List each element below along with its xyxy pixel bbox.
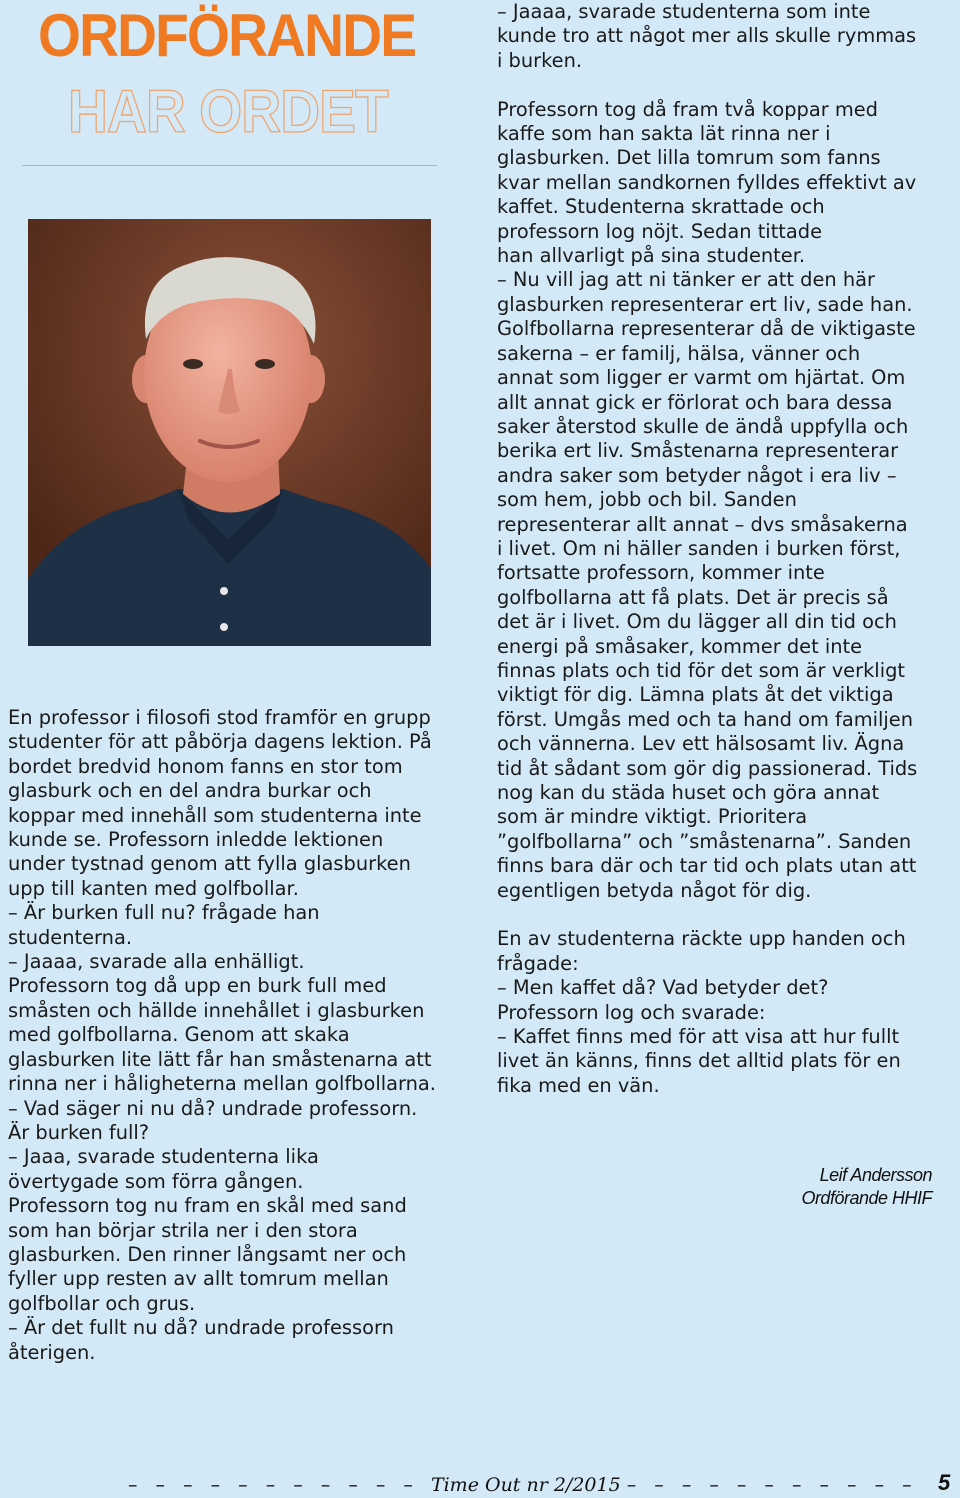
signature — [801, 1164, 932, 1210]
article-column-left: En professor i filosofi stod framför en grupp studenter för att påbörja dagens lektion. På bordet bredvid honom fanns en stor tom glasburk och en del andra burkar och koppar med innehåll som studenterna inte kunde se. Professorn inledde lektionen under tystnad genom att fylla glasburken upp till kanten med golfbollar. – Är burken full nu? frågade han studenterna. – Jaaaa, svarade alla enhälligt. Professorn tog då upp en burk full med småsten och hällde innehållet i glasburken med golfbollarna. Genom att skaka glasburken lite lätt får han småstenarna att rinna ner i håligheterna mellan golfbollarna. – Vad säger ni nu då? undrade professorn. Är burken full? – Jaaa, svarade studenterna lika övertygade som förra gången. Professorn tog nu fram en skål med sand som han börjar strila ner i den stora glasburken. Den rinner långsamt ner och fyller upp resten av allt tomrum mellan golfbollar och grus. – Är det fullt nu då? undrade professorn återigen. — [8, 706, 436, 1364]
page-number: 5 — [938, 1470, 951, 1495]
article-column-right: – Jaaaa, svarade studenterna som inte kunde tro att något mer alls skulle rymmas i burken. Professorn tog då fram två koppar med kaffe som han sakta lät rinna ner i glasburken. Det lilla tomrum som fanns kvar mellan sandkornen fylldes effektivt av kaffet. Studenterna skrattade och professorn log nöjt. Sedan tittade han allvarligt på sina studenter. – Nu vill jag att ni tänker er att den här glasburken representerar ert liv, sade han. Golfbollarna representerar då de viktigaste sakerna – er familj, hälsa, vänner och annat som ligger er varmt om hjärtat. Om allt annat gick er förlorat och bara dessa saker återstod skulle de ändå uppfylla och berika ert liv. Småstenarna representerar andra saker som betyder något i era liv – som hem, jobb och bil. Sanden representerar allt annat – dvs småsakerna i livet. Om ni häller sanden i burken först, fortsatte professorn, kommer inte golfbollarna att få plats. Det är precis så det är i livet. Om du lägger all din tid och energi på småsaker, kommer det inte finnas plats och tid för det som är verkligt viktigt för dig. Lämna plats åt det viktiga först. Umgås med och ta hand om familjen och vännerna. Lev ett hälsosamt liv. Ägna tid åt sådant som gör dig passionerad. Tids nog kan du städa huset och göra annat som är mindre viktigt. Prioritera ”golfbollarna” och ”småstenarna”. Sanden finns bara där och tar tid och plats utan att egentligen betyda något för dig. En av studenterna räckte upp handen och frågade: – Men kaffet då? Vad betyder det? Professorn log och svarade: – Kaffet finns med för att visa att hur fullt livet än känns, finns det alltid plats för en fika med en vän. — [497, 0, 918, 1097]
signature-name: Leif Andersson — [819, 1165, 932, 1185]
publication-name: Time Out nr 2/2015 — [430, 1474, 621, 1496]
page-subtitle: HAR ORDET — [68, 78, 388, 145]
signature-role: Ordförande HHIF — [801, 1188, 932, 1208]
footer-rule-right: – – – – – – – – – – – — [626, 1474, 918, 1496]
page-footer — [128, 1474, 918, 1496]
portrait-illustration — [28, 219, 431, 646]
footer-rule-left: – – – – – – – – – – – — [128, 1474, 431, 1496]
portrait-photo — [28, 219, 431, 646]
page-title: ORDFÖRANDE — [38, 2, 416, 69]
title-divider — [22, 165, 437, 166]
